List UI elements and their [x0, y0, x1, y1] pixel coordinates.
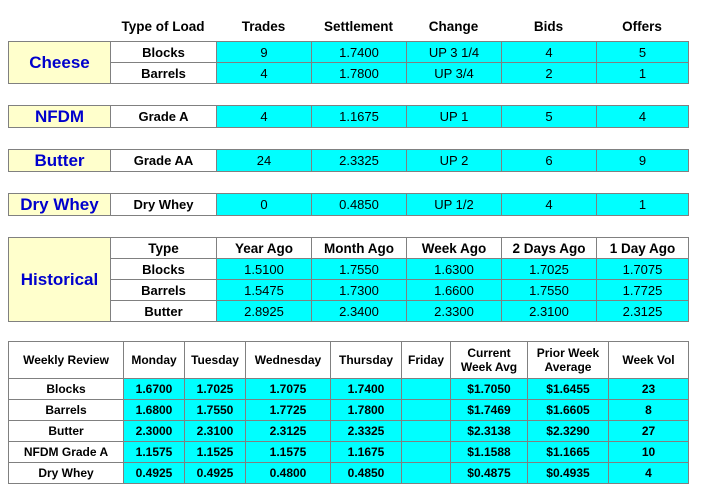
week-avg-label: Week Avg: [460, 360, 518, 374]
header-wednesday: Wednesday: [246, 342, 331, 379]
product-name: Dry Whey: [9, 463, 124, 484]
average-label: Average: [544, 360, 592, 374]
weekly-review-table: [8, 341, 689, 484]
weekly-row-nfdm-grade-a: [9, 442, 689, 463]
butter-table: [8, 149, 689, 172]
week-vol-cell: 4: [609, 463, 689, 484]
header-2-days-ago: 2 Days Ago: [502, 238, 597, 259]
two-days-ago-cell: 2.3100: [502, 301, 597, 322]
tuesday-cell: 1.7550: [185, 400, 246, 421]
tuesday-cell: 0.4925: [185, 463, 246, 484]
month-ago-cell: 1.7300: [312, 280, 407, 301]
butter-label: Butter: [9, 150, 111, 172]
friday-cell: [402, 463, 451, 484]
trades-cell: 4: [217, 63, 312, 84]
header-week-ago: Week Ago: [407, 238, 502, 259]
header-year-ago: Year Ago: [217, 238, 312, 259]
friday-cell: [402, 442, 451, 463]
header-prior-week-average: [528, 342, 609, 379]
one-day-ago-cell: 2.3125: [597, 301, 689, 322]
cheese-label: Cheese: [9, 42, 111, 84]
offers-cell: 9: [597, 150, 689, 172]
wednesday-cell: 1.1575: [246, 442, 331, 463]
change-cell: UP 2: [407, 150, 502, 172]
year-ago-cell: 1.5475: [217, 280, 312, 301]
monday-cell: 1.1575: [124, 442, 185, 463]
settlement-cell: 1.7800: [312, 63, 407, 84]
tuesday-cell: 1.7025: [185, 379, 246, 400]
change-cell: UP 3 1/4: [407, 42, 502, 63]
two-days-ago-cell: 1.7550: [502, 280, 597, 301]
butter-row: [9, 150, 689, 172]
current-avg-cell: $0.4875: [451, 463, 528, 484]
historical-label: Historical: [9, 238, 111, 322]
settlement-cell: 0.4850: [312, 194, 407, 216]
trades-cell: 9: [217, 42, 312, 63]
month-ago-cell: 2.3400: [312, 301, 407, 322]
week-ago-cell: 1.6300: [407, 259, 502, 280]
wednesday-cell: 1.7075: [246, 379, 331, 400]
week-vol-cell: 27: [609, 421, 689, 442]
offers-cell: 4: [597, 106, 689, 128]
header-current-week-avg: [451, 342, 528, 379]
trades-cell: 4: [217, 106, 312, 128]
wednesday-cell: 1.7725: [246, 400, 331, 421]
week-vol-cell: 10: [609, 442, 689, 463]
header-trades: Trades: [241, 19, 286, 34]
current-avg-cell: $1.1588: [451, 442, 528, 463]
prior-avg-cell: $1.1665: [528, 442, 609, 463]
current-avg-cell: $1.7050: [451, 379, 528, 400]
product-name: Butter: [9, 421, 124, 442]
historical-type: Butter: [111, 301, 217, 322]
header-bids: Bids: [533, 19, 564, 34]
monday-cell: 1.6800: [124, 400, 185, 421]
weekly-row-dry-whey: [9, 463, 689, 484]
offers-cell: 5: [597, 42, 689, 63]
friday-cell: [402, 400, 451, 421]
offers-cell: 1: [597, 194, 689, 216]
load-type: Blocks: [111, 42, 217, 63]
header-friday: Friday: [402, 342, 451, 379]
two-days-ago-cell: 1.7025: [502, 259, 597, 280]
current-avg-cell: $2.3138: [451, 421, 528, 442]
week-ago-cell: 1.6600: [407, 280, 502, 301]
trades-cell: 0: [217, 194, 312, 216]
nfdm-table: [8, 105, 689, 128]
header-monday: Monday: [124, 342, 185, 379]
friday-cell: [402, 421, 451, 442]
cheese-table: [8, 41, 689, 84]
historical-row-butter: [9, 301, 689, 322]
wednesday-cell: 2.3125: [246, 421, 331, 442]
dry-whey-row: [9, 194, 689, 216]
year-ago-cell: 2.8925: [217, 301, 312, 322]
trades-cell: 24: [217, 150, 312, 172]
historical-header-row: [9, 238, 689, 259]
tuesday-cell: 2.3100: [185, 421, 246, 442]
week-vol-cell: 23: [609, 379, 689, 400]
header-settlement: Settlement: [323, 19, 394, 34]
product-name: Barrels: [9, 400, 124, 421]
header-type: Type: [111, 238, 217, 259]
thursday-cell: 2.3325: [331, 421, 402, 442]
bids-cell: 6: [502, 150, 597, 172]
header-month-ago: Month Ago: [312, 238, 407, 259]
prior-avg-cell: $1.6455: [528, 379, 609, 400]
current-avg-cell: $1.7469: [451, 400, 528, 421]
header-thursday: Thursday: [331, 342, 402, 379]
friday-cell: [402, 379, 451, 400]
settlement-cell: 1.7400: [312, 42, 407, 63]
historical-type: Blocks: [111, 259, 217, 280]
nfdm-row: [9, 106, 689, 128]
weekly-row-butter: [9, 421, 689, 442]
load-type: Grade AA: [111, 150, 217, 172]
prior-avg-cell: $0.4935: [528, 463, 609, 484]
weekly-row-barrels: [9, 400, 689, 421]
thursday-cell: 1.7400: [331, 379, 402, 400]
change-cell: UP 3/4: [407, 63, 502, 84]
prior-week-label: Prior Week: [536, 346, 600, 360]
week-ago-cell: 2.3300: [407, 301, 502, 322]
bids-cell: 4: [502, 194, 597, 216]
bids-cell: 4: [502, 42, 597, 63]
load-type: Dry Whey: [111, 194, 217, 216]
header-tuesday: Tuesday: [185, 342, 246, 379]
historical-row-blocks: [9, 259, 689, 280]
prior-avg-cell: $1.6605: [528, 400, 609, 421]
change-cell: UP 1: [407, 106, 502, 128]
product-name: NFDM Grade A: [9, 442, 124, 463]
historical-type: Barrels: [111, 280, 217, 301]
dry-whey-table: [8, 193, 689, 216]
weekly-header-row: [9, 342, 689, 379]
load-type: Grade A: [111, 106, 217, 128]
change-cell: UP 1/2: [407, 194, 502, 216]
settlement-cell: 2.3325: [312, 150, 407, 172]
nfdm-label: NFDM: [9, 106, 111, 128]
offers-cell: 1: [597, 63, 689, 84]
historical-table: [8, 237, 689, 322]
historical-row-barrels: [9, 280, 689, 301]
thursday-cell: 0.4850: [331, 463, 402, 484]
month-ago-cell: 1.7550: [312, 259, 407, 280]
bids-cell: 2: [502, 63, 597, 84]
header-type-of-load: Type of Load: [121, 19, 205, 34]
header-change: Change: [428, 19, 479, 34]
one-day-ago-cell: 1.7075: [597, 259, 689, 280]
wednesday-cell: 0.4800: [246, 463, 331, 484]
monday-cell: 1.6700: [124, 379, 185, 400]
header-weekly-review: Weekly Review: [9, 342, 124, 379]
cheese-row-barrels: [9, 63, 689, 84]
thursday-cell: 1.1675: [331, 442, 402, 463]
prior-avg-cell: $2.3290: [528, 421, 609, 442]
weekly-row-blocks: [9, 379, 689, 400]
header-offers: Offers: [622, 19, 662, 34]
cheese-row-blocks: [9, 42, 689, 63]
bids-cell: 5: [502, 106, 597, 128]
monday-cell: 0.4925: [124, 463, 185, 484]
one-day-ago-cell: 1.7725: [597, 280, 689, 301]
load-type: Barrels: [111, 63, 217, 84]
settlement-cell: 1.1675: [312, 106, 407, 128]
header-week-vol: Week Vol: [609, 342, 689, 379]
week-vol-cell: 8: [609, 400, 689, 421]
current-label: Current: [467, 346, 511, 360]
header-1-day-ago: 1 Day Ago: [597, 238, 689, 259]
year-ago-cell: 1.5100: [217, 259, 312, 280]
tuesday-cell: 1.1525: [185, 442, 246, 463]
product-name: Blocks: [9, 379, 124, 400]
thursday-cell: 1.7800: [331, 400, 402, 421]
monday-cell: 2.3000: [124, 421, 185, 442]
dry-whey-label: Dry Whey: [9, 194, 111, 216]
